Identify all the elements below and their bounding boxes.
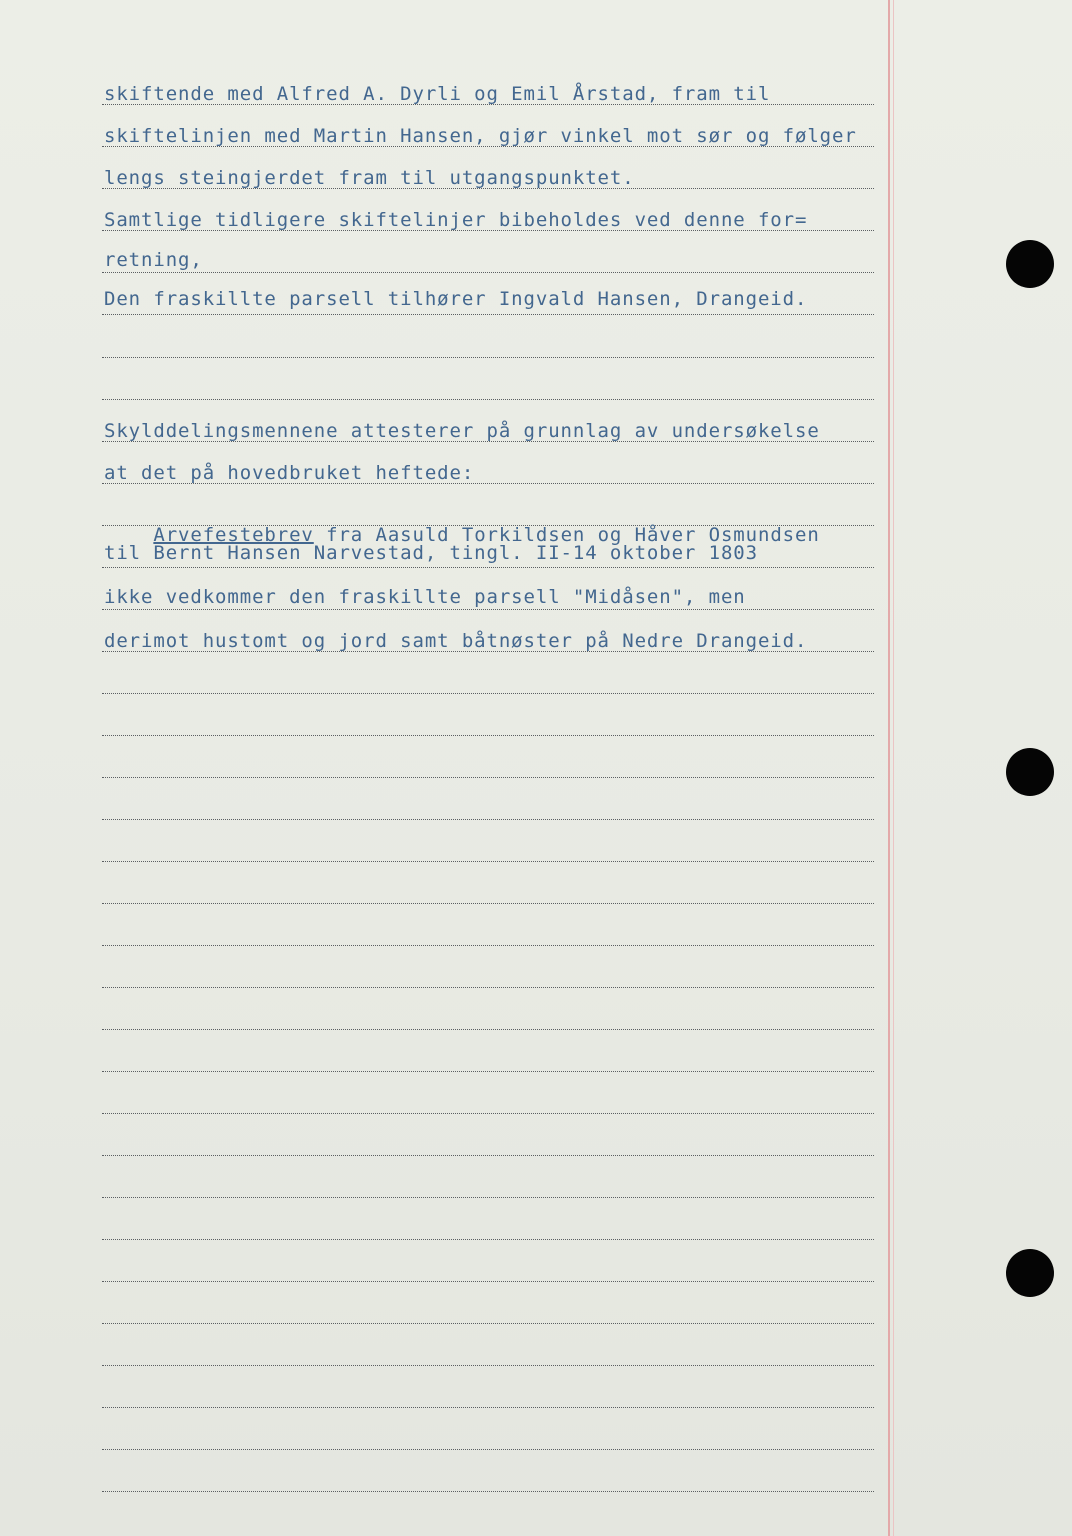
ruled-line: [102, 987, 874, 988]
ruled-line: [102, 1323, 874, 1324]
text-line-10: til Bernt Hansen Narvestad, tingl. II-14 oktober 1803: [104, 542, 758, 564]
ruled-line: [102, 314, 874, 315]
ruled-line: [102, 693, 874, 694]
text-line-6: Den fraskillte parsell tilhører Ingvald Hansen, Drangeid.: [104, 288, 808, 310]
text-line-2: skiftelinjen med Martin Hansen, gjør vinkel mot sør og følger: [104, 125, 857, 147]
text-line-12: derimot hustomt og jord samt båtnøster på Nedre Drangeid.: [104, 630, 808, 652]
punch-hole: [1006, 240, 1054, 288]
text-line-11: ikke vedkommer den fraskillte parsell "Midåsen", men: [104, 586, 746, 608]
ruled-line: [102, 861, 874, 862]
ruled-line: [102, 1029, 874, 1030]
ruled-line: [102, 777, 874, 778]
ruled-line: [102, 1365, 874, 1366]
ruled-line: [102, 1155, 874, 1156]
ruled-line: [102, 1113, 874, 1114]
ruled-line: [102, 357, 874, 358]
ruled-line: [102, 1281, 874, 1282]
ruled-line: [102, 1197, 874, 1198]
ruled-line: [102, 819, 874, 820]
underlined-word: Arvefestebrev: [153, 524, 314, 546]
margin-line: [888, 0, 890, 1536]
ruled-line: [102, 903, 874, 904]
punch-hole: [1006, 1249, 1054, 1297]
text-line-5: retning,: [104, 249, 203, 271]
ruled-line: [102, 272, 874, 273]
text-line-8: at det på hovedbruket heftede:: [104, 462, 475, 484]
ruled-line: [102, 1449, 874, 1450]
ruled-line: [102, 1071, 874, 1072]
ruled-line: [102, 1239, 874, 1240]
text-line-9-rest: fra Aasuld Torkildsen og Håver Osmundsen: [326, 524, 820, 546]
text-line-3: lengs steingjerdet fram til utgangspunktet.: [104, 167, 635, 189]
ruled-line: [102, 945, 874, 946]
text-line-1: skiftende med Alfred A. Dyrli og Emil Årstad, fram til: [104, 83, 771, 105]
text-line-7: Skylddelingsmennene attesterer på grunnlag av undersøkelse: [104, 420, 820, 442]
text-line-4: Samtlige tidligere skiftelinjer bibeholdes ved denne for=: [104, 209, 808, 231]
ruled-line: [102, 609, 874, 610]
ruled-line: [102, 1407, 874, 1408]
ruled-line: [102, 1491, 874, 1492]
margin-line-secondary: [893, 0, 894, 1536]
punch-hole: [1006, 748, 1054, 796]
ruled-line: [102, 735, 874, 736]
ruled-line: [102, 399, 874, 400]
